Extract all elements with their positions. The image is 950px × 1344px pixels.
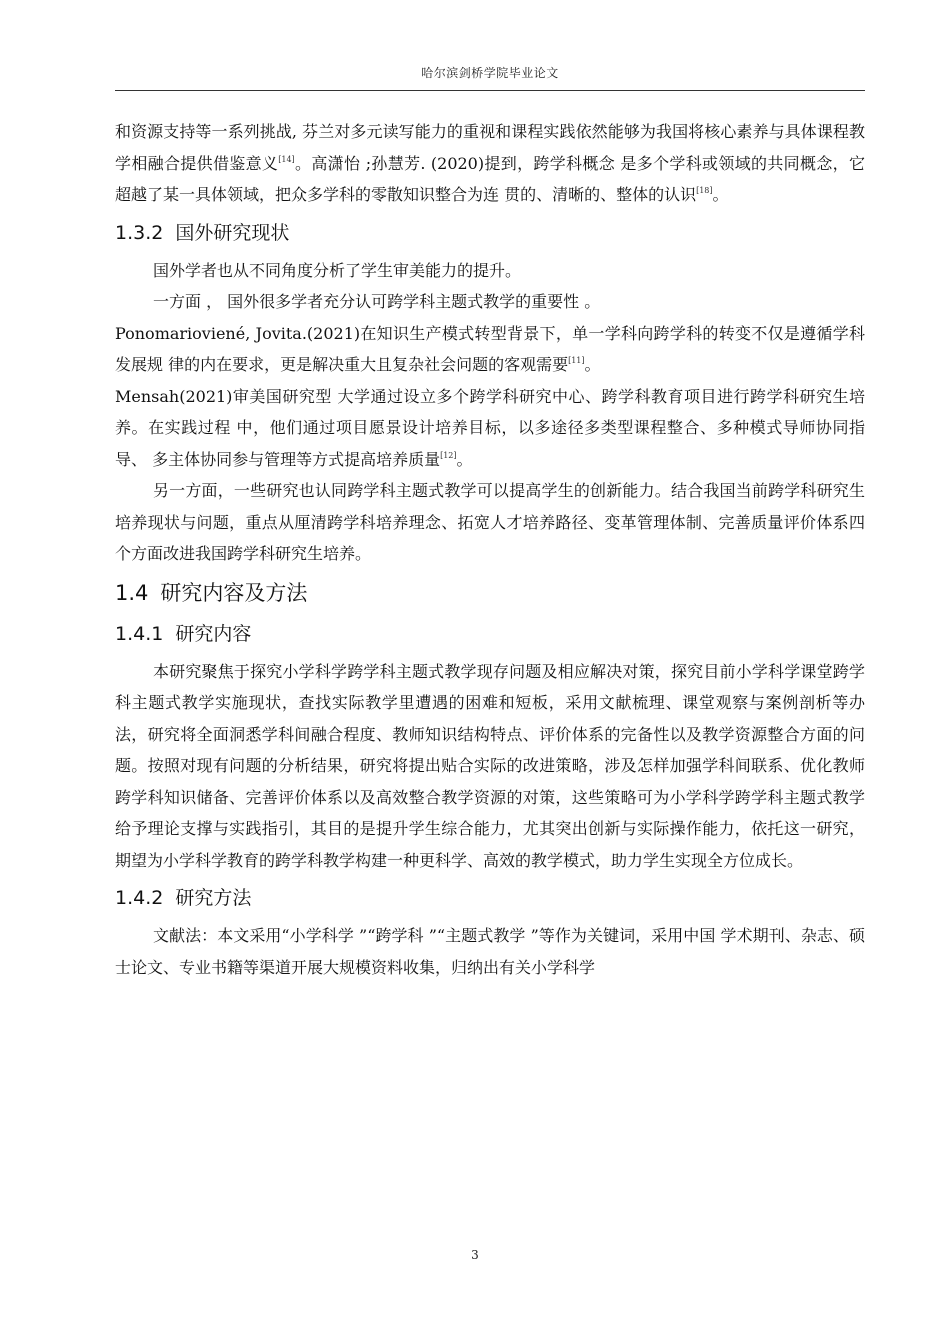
paragraph: 另一方面，一些研究也认同跨学科主题式教学可以提高学生的创新能力。结合我国当前跨学科研究生培养现状与问题，重点从厘清跨学科培养理念、拓宽人才培养路径、变革管理体制、完善质量评价体系四个方面改进我国跨学科研究生培养。 <box>115 481 865 563</box>
header-rule <box>115 90 865 91</box>
paragraph-ponomarioviene <box>115 318 865 381</box>
paragraph-mensah <box>115 381 865 476</box>
section-number: 1.4.2 <box>115 887 164 909</box>
section-heading-1-3-2 <box>115 217 865 249</box>
citation-ref: [18] <box>696 186 713 195</box>
page-number: 3 <box>471 1248 479 1262</box>
paragraph: 本研究聚焦于探究小学科学跨学科主题式教学现存问题及相应解决对策，探究目前小学科学课堂跨学科主题式教学实施现状，查找实际教学里遭遇的困难和短板，采用文献梳理、课堂观察与案例剖析等办法，研究将全面洞悉学科间融合程度、教师知识结构特点、评价体系的完备性以及教学资源整合方面的问题。按照对现有问题的分析结果，研究将提出贴合实际的改进策略，涉及怎样加强学科间联系、优化教师跨学科知识储备、完善评价体系以及高效整合教学资源的对策，这些策略可为小学科学跨学科主题式教学给予理论支撑与实践指引，其目的是提升学生综合能力，尤其突出创新与实际操作能力，依托这一研究，期望为小学科学教育的跨学科教学构建一种更科学、高效的教学模式，助力学生实现全方位成长。 <box>115 661 865 870</box>
paragraph-intro <box>115 116 865 211</box>
paragraph-text: 和资源支持等一系列挑战, 芬兰对多元读写能力的重视和课程实践依然能够为我国将核心素养与具体课程教学相融合提供借鉴意义 <box>115 122 865 173</box>
paragraph: 一方面 ， 国外很多学者充分认可跨学科主题式教学的重要性 。 <box>153 292 601 311</box>
page-body <box>115 116 865 983</box>
paragraph-text: Ponomarioviené, Jovita.(2021)在知识生产模式转型背景下，单一学科向跨学科的转变不仅是遵循学科发展规 律的内在要求，更是解决重大且复杂社会问题的客观需要 <box>115 323 865 374</box>
section-title: 研究内容 <box>175 622 252 645</box>
section-number: 1.3.2 <box>115 221 164 244</box>
citation-ref: [11] <box>568 356 585 365</box>
citation-ref: [14] <box>278 154 295 164</box>
citation-ref: [12] <box>440 450 457 460</box>
paragraph-text: 。 <box>712 185 729 204</box>
section-number: 1.4.1 <box>115 622 164 645</box>
section-heading-1-4 <box>115 576 865 610</box>
paragraph-text: Mensah(2021)审美国研究型 大学通过设立多个跨学科研究中心、跨学科教育项目进行跨学科研究生培养。在实践过程 中，他们通过项目愿景设计培养目标，以多途径多类型课程整合、多种模式导师协同指导、 多主体协同参与管理等方式提高培养质量 <box>115 386 865 469</box>
running-header: 哈尔滨剑桥学院毕业论文 <box>421 66 559 80</box>
section-number: 1.4 <box>115 580 149 605</box>
paragraph-text: 。 <box>584 355 601 374</box>
section-heading-1-4-1 <box>115 618 865 650</box>
paragraph: 文献法：本文采用“小学科学 ”“跨学科 ”“主题式教学 ”等作为关键词，采用中国 学术期刊、杂志、硕士论文、专业书籍等渠道开展大规模资料收集，归纳出有关小学科学 <box>115 926 865 977</box>
paragraph: 国外学者也从不同角度分析了学生审美能力的提升。 <box>153 260 522 280</box>
section-title: 研究内容及方法 <box>160 580 308 605</box>
paragraph-text: 。 <box>456 449 473 469</box>
paragraph-text: 。高潇怡 ;孙慧芳. (2020)提到，跨学科概念 是多个学科或领域的共同概念，它超越了某一具体领域，把众多学科的零散知识整合为连 贯的、清晰的、整体的认识 <box>115 153 865 204</box>
section-heading-1-4-2 <box>115 882 865 914</box>
section-title: 国外研究现状 <box>175 221 290 244</box>
section-title: 研究方法 <box>175 887 252 909</box>
